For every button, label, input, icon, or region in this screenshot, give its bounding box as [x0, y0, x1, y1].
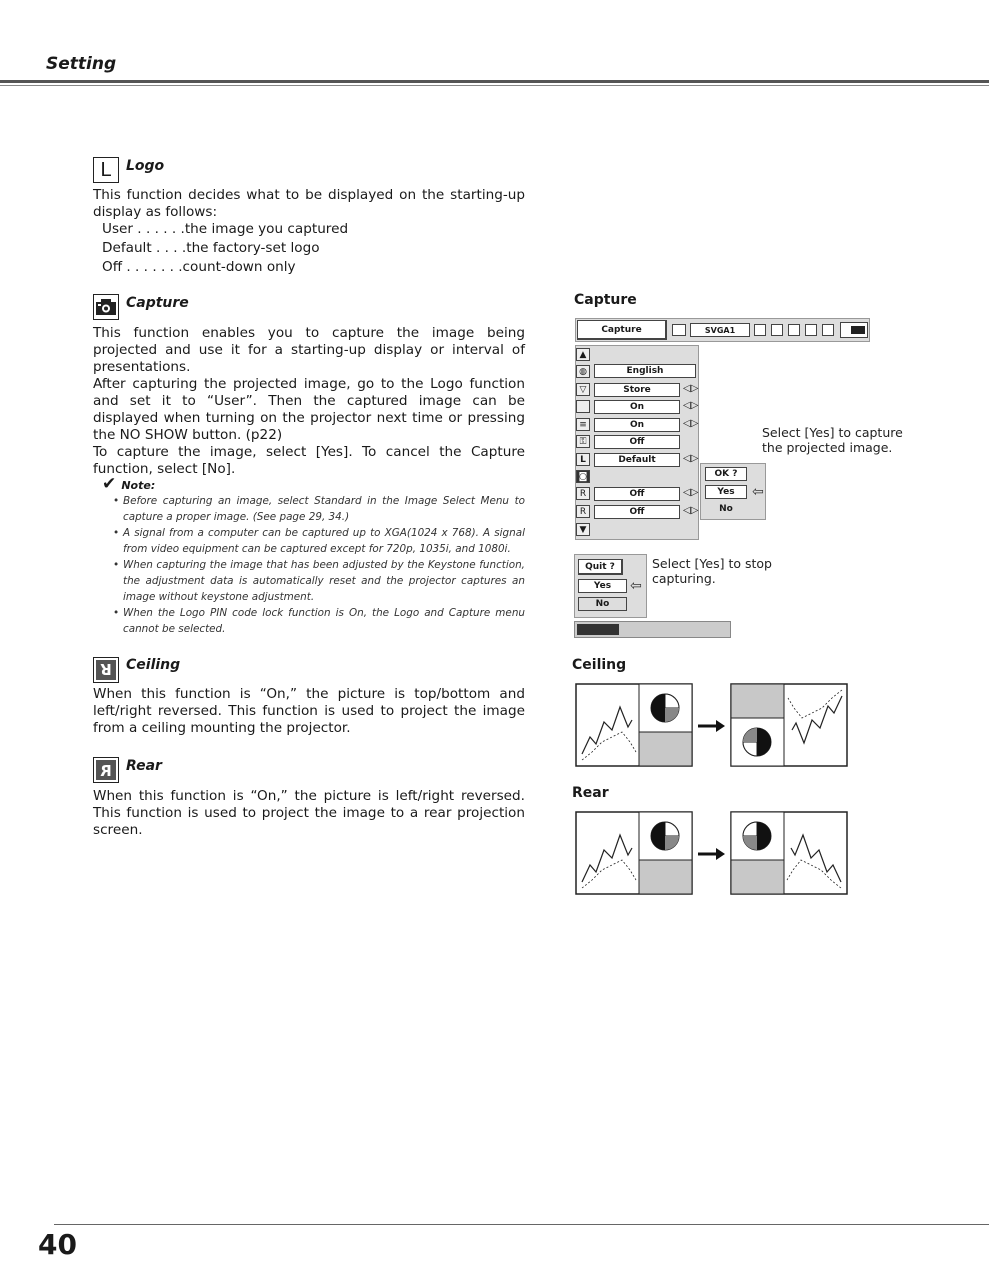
capture-progress-fill	[577, 624, 619, 635]
logo-pin-icon: ⚿	[576, 435, 590, 448]
rear-title: Rear	[126, 758, 162, 774]
menu-row-blue-back[interactable]: On	[594, 400, 680, 414]
header-rule	[0, 80, 989, 83]
pc-adjust-icon	[771, 324, 783, 336]
adjust-arrows-icon[interactable]: ◁▷	[683, 383, 699, 394]
capture-paragraph-2: After capturing the projected image, go to the Logo function and set it to “User”. Then the captured image can be displayed when turning on the projector next time or pressing the NO SHOW button. (p22)	[93, 376, 525, 443]
svg-text:R: R	[100, 762, 112, 780]
arrow-icon	[698, 848, 725, 860]
menu-row-rear[interactable]: Off	[594, 505, 680, 519]
language-icon: ◍	[576, 365, 590, 378]
note-item: • When the Logo PIN code lock function is On, the Logo and Capture menu cannot be selected.	[113, 605, 525, 637]
confirm-prompt: OK ?	[705, 467, 747, 481]
capture-menu-icon[interactable]: ◙	[576, 470, 590, 483]
logo-menu-icon: L	[576, 453, 590, 466]
callout-quit: Select [Yes] to stop capturing.	[652, 556, 772, 586]
ceiling-after-screen	[731, 684, 847, 766]
scroll-up-icon[interactable]: ▲	[576, 348, 590, 361]
ceiling-figure-label: Ceiling	[572, 657, 627, 673]
menu-row-logo[interactable]: Default	[594, 453, 680, 467]
confirm-yes-button[interactable]: Yes	[705, 485, 747, 499]
page-number: 40	[38, 1228, 77, 1261]
setting-icon	[840, 322, 868, 338]
confirm-no-button[interactable]: No	[705, 502, 747, 516]
scroll-down-icon[interactable]: ▼	[576, 523, 590, 536]
capture-title: Capture	[126, 295, 189, 311]
adjust-arrows-icon[interactable]: ◁▷	[683, 505, 699, 516]
logo-options-list	[102, 220, 522, 277]
rear-figure-label: Rear	[572, 785, 609, 801]
callout-capture: Select [Yes] to capture the projected image.	[762, 425, 903, 455]
ceiling-illustration	[574, 682, 849, 768]
signal-label: SVGA1	[690, 323, 750, 337]
ceiling-menu-icon: R	[576, 487, 590, 500]
rear-description: When this function is “On,” the picture is left/right reversed. This function is used to project the image to a rear projection screen.	[93, 788, 525, 838]
computer-icon	[754, 324, 766, 336]
pointer-arrow-icon: ⇦	[630, 578, 642, 594]
keystone-icon: ▽	[576, 383, 590, 396]
rear-illustration	[574, 810, 849, 896]
menu-row-language[interactable]: English	[594, 364, 696, 378]
display-icon: ≡	[576, 418, 590, 431]
input-icon	[672, 324, 686, 336]
logo-description: This function decides what to be displayed on the starting-up display as follows:	[93, 187, 525, 220]
image-adjust-icon	[805, 324, 817, 336]
footer-rule	[54, 1224, 989, 1225]
rear-menu-icon: R	[576, 505, 590, 518]
logo-option-default: Default . . . .the factory-set logo	[102, 240, 320, 256]
ceiling-description: When this function is “On,” the picture is top/bottom and left/right reversed. This function is used to project the image from a ceiling mounting the projector.	[93, 686, 525, 736]
ceiling-icon	[93, 657, 119, 683]
svg-text:R: R	[100, 660, 112, 678]
note-item: • When capturing the image that has been adjusted by the Keystone function, the adjustment data is automatically reset and the projector captures an image without keystone adjustment.	[113, 557, 525, 605]
ceiling-before-screen	[576, 684, 692, 766]
capture-paragraph-1: This function enables you to capture the image being projected and use it for a starting-up display or interval of presentations.	[93, 325, 525, 375]
capture-figure-label: Capture	[574, 292, 637, 308]
sound-icon	[822, 324, 834, 336]
note-item: • Before capturing an image, select Standard in the Image Select Menu to capture a proper image. (See page 29, 34.)	[113, 493, 525, 525]
adjust-arrows-icon[interactable]: ◁▷	[683, 400, 699, 411]
logo-option-user: User . . . . . .the image you captured	[102, 221, 349, 237]
capture-paragraph-3: To capture the image, select [Yes]. To cancel the Capture function, select [No].	[93, 444, 525, 477]
logo-icon: L	[93, 157, 119, 183]
menu-title-capture[interactable]: Capture	[577, 320, 667, 340]
adjust-arrows-icon[interactable]: ◁▷	[683, 487, 699, 498]
camera-icon	[93, 294, 119, 320]
pointer-arrow-icon: ⇦	[752, 484, 764, 500]
header-rule-thin	[0, 85, 989, 86]
menu-row-logo-pin[interactable]: Off	[594, 435, 680, 449]
quit-no-button[interactable]: No	[578, 597, 627, 611]
menu-row-display[interactable]: On	[594, 418, 680, 432]
logo-option-off: Off . . . . . . .count-down only	[102, 259, 296, 275]
adjust-arrows-icon[interactable]: ◁▷	[683, 453, 699, 464]
note-heading	[102, 474, 155, 494]
note-list	[113, 493, 525, 637]
quit-prompt: Quit ?	[578, 559, 623, 575]
capture-description	[93, 325, 525, 478]
note-title: Note:	[121, 479, 156, 492]
arrow-icon	[698, 720, 725, 732]
menu-row-keystone[interactable]: Store	[594, 383, 680, 397]
section-header-title: Setting	[46, 54, 117, 74]
capture-progress-bar	[574, 621, 731, 638]
blue-back-icon	[576, 400, 590, 413]
note-item: • A signal from a computer can be captured up to XGA(1024 x 768). A signal from video equipment can be captured except for 720p, 1035i, and 1080i.	[113, 525, 525, 557]
adjust-arrows-icon[interactable]: ◁▷	[683, 418, 699, 429]
quit-yes-button[interactable]: Yes	[578, 579, 627, 593]
rear-icon	[93, 757, 119, 783]
image-select-icon	[788, 324, 800, 336]
menu-row-ceiling[interactable]: Off	[594, 487, 680, 501]
logo-title: Logo	[126, 158, 165, 174]
rear-after-screen	[731, 812, 847, 894]
checkmark-icon: ✔	[102, 474, 117, 494]
rear-before-screen	[576, 812, 692, 894]
ceiling-title: Ceiling	[126, 657, 181, 673]
